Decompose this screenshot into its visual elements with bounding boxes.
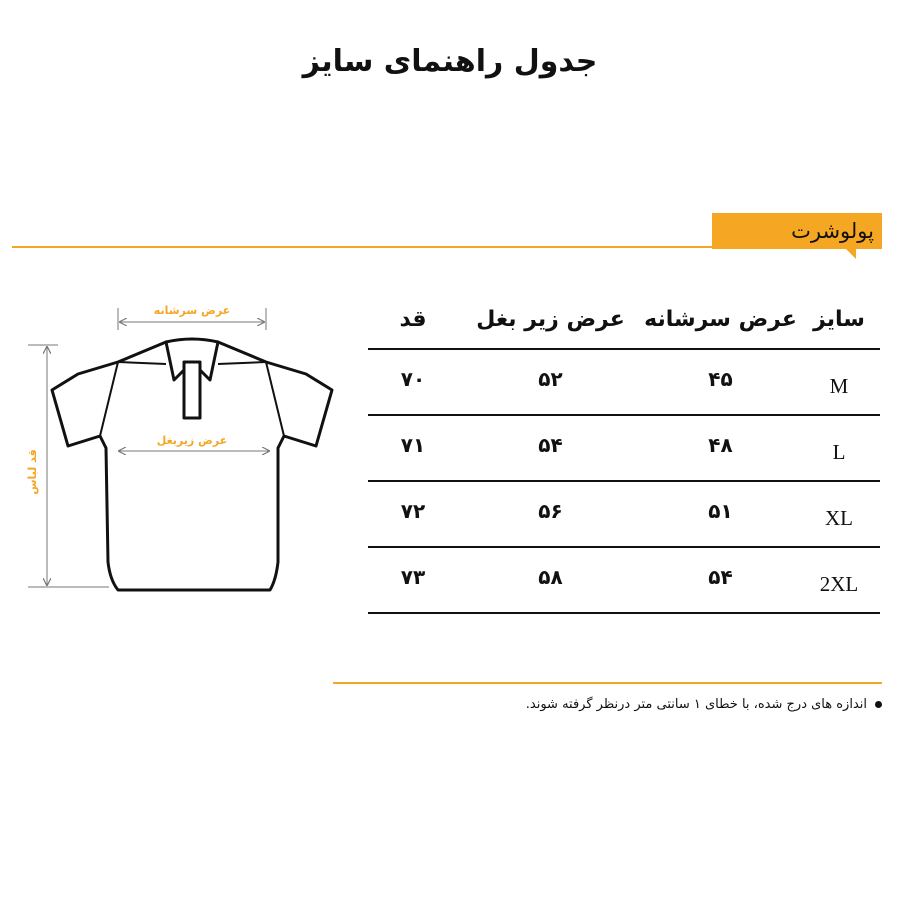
- cell-length: ۷۰: [400, 367, 426, 391]
- cell-shoulder: ۵۴: [708, 565, 733, 589]
- cell-shoulder: ۴۵: [708, 367, 733, 391]
- bullet-icon: [875, 701, 882, 708]
- cell-shoulder: ۴۸: [708, 433, 733, 457]
- table-row: [368, 416, 880, 482]
- header-length: قد: [399, 306, 427, 332]
- cell-size: L: [832, 439, 846, 464]
- size-table: [368, 290, 880, 614]
- cell-length: ۷۲: [400, 499, 426, 523]
- page-title: جدول راهنمای سایز: [302, 44, 598, 79]
- chest-label: عرض زیربغل: [156, 434, 228, 447]
- shoulder-label: عرض سرشانه: [153, 304, 231, 317]
- length-label: قد لباس: [26, 449, 39, 495]
- cell-chest: ۵۶: [538, 499, 563, 523]
- note-text: اندازه های درج شده، با خطای ۱ سانتی متر درنظر گرفته شوند.: [525, 697, 867, 712]
- cell-chest: ۵۴: [538, 433, 563, 457]
- cell-shoulder: ۵۱: [708, 499, 733, 523]
- table-row: [368, 482, 880, 548]
- cell-length: ۷۳: [400, 565, 426, 589]
- table-row: [368, 548, 880, 614]
- cell-size: M: [829, 373, 849, 398]
- cell-size: XL: [825, 505, 853, 530]
- table-header: [368, 290, 880, 350]
- section-tab: پولوشرت: [712, 213, 882, 249]
- shoulder-measure: [118, 304, 266, 330]
- header-shoulder: عرض سرشانه: [644, 306, 797, 332]
- shirt-outline: [52, 339, 332, 590]
- cell-chest: ۵۲: [538, 367, 563, 391]
- header-size: سایز: [813, 306, 865, 332]
- measurement-note: [282, 697, 882, 712]
- cell-chest: ۵۸: [538, 565, 563, 589]
- table-row: [368, 350, 880, 416]
- cell-length: ۷۱: [400, 433, 426, 457]
- note-divider: [333, 682, 882, 684]
- polo-shirt-diagram: [14, 290, 344, 610]
- header-chest: عرض زیر بغل: [476, 306, 625, 332]
- cell-size: 2XL: [819, 571, 859, 596]
